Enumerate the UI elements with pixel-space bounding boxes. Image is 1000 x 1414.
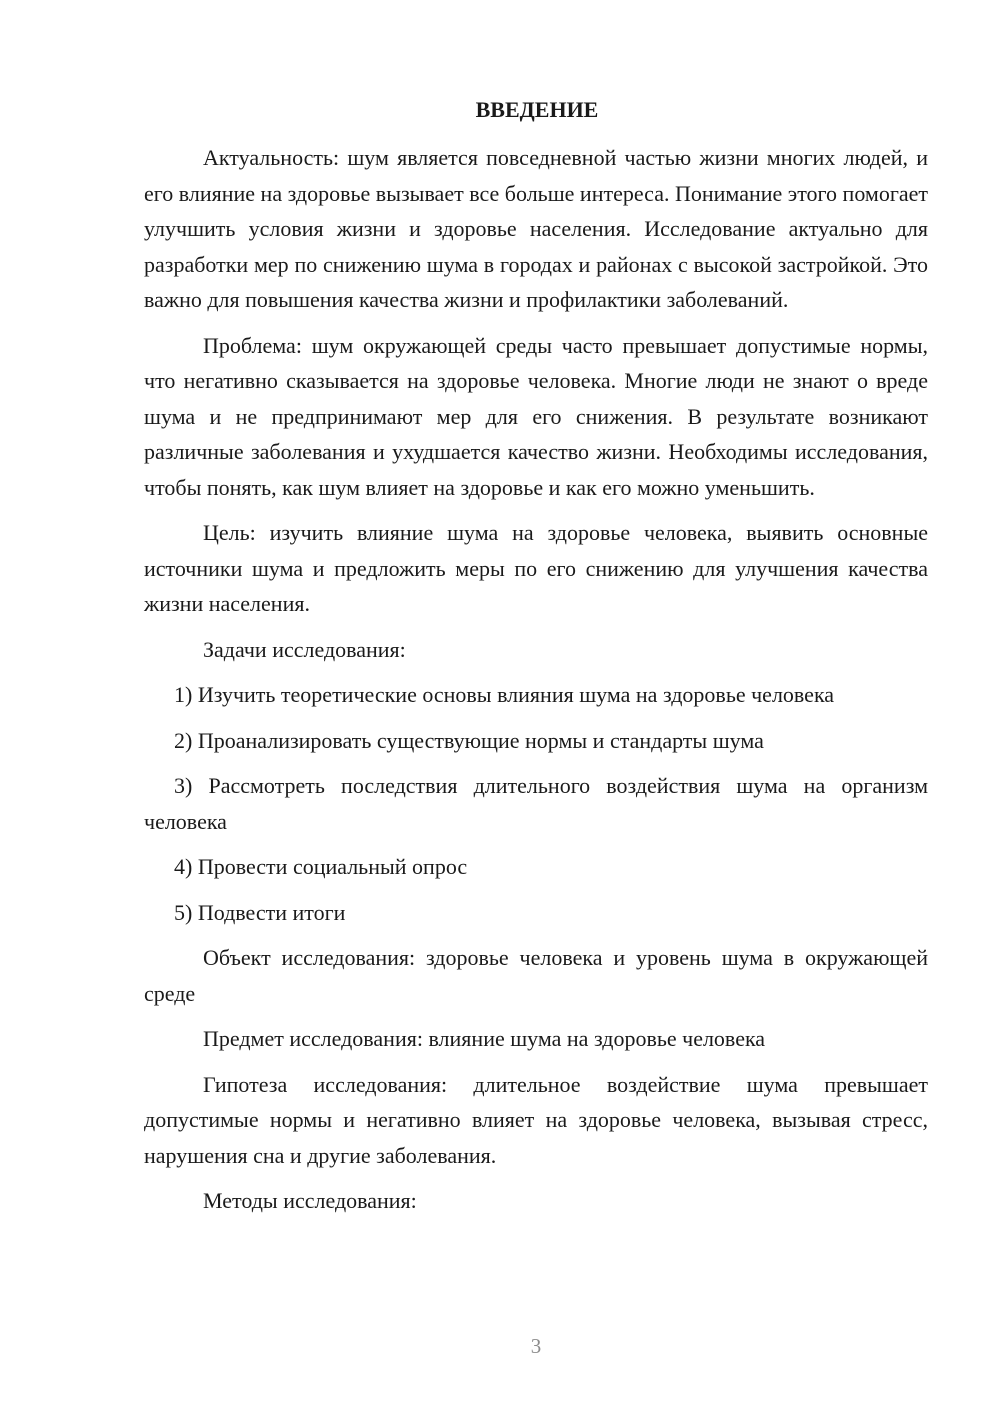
paragraph-methods: Методы исследования: xyxy=(203,1188,417,1213)
page-number: 3 xyxy=(530,1334,542,1358)
task-item-5: 5) Подвести итоги xyxy=(174,899,346,925)
task-item-1: 1) Изучить теоретические основы влияния шума на здоровье человека xyxy=(174,682,835,707)
paragraph-object: Объект исследования: здоровье человека и уровень шума в окружающей среде xyxy=(144,945,928,1006)
paragraph-goal: Цель: изучить влияние шума на здоровье человека, выявить основные источники шума и предложить меры по его снижению для улучшения качества жизни населения. xyxy=(144,520,928,616)
task-item-4: 4) Провести социальный опрос xyxy=(174,854,468,879)
paragraph-relevance: Актуальность: шум является повседневной частью жизни многих людей, и его влияние на здоровье вызывает все больше интереса. Понимание этого помогает улучшить условия жизни и здоровье населения. Исследование актуально для разработки мер по снижению шума в городах и районах с высокой застройкой. Это важно для повышения качества жизни и профилактики заболеваний. xyxy=(144,145,928,312)
page-content xyxy=(144,92,928,1219)
paragraph-tasks-heading: Задачи исследования: xyxy=(203,636,406,662)
task-item-2: 2) Проанализировать существующие нормы и стандарты шума xyxy=(174,727,764,753)
paragraph-hypothesis: Гипотеза исследования: длительное воздействие шума превышает допустимые нормы и негативно влияет на здоровье человека, вызывая стресс, нарушения сна и другие заболевания. xyxy=(144,1071,928,1168)
paragraph-problem: Проблема: шум окружающей среды часто превышает допустимые нормы, что негативно сказывается на здоровье человека. Многие люди не знают о вреде шума и не предпринимают мер для его снижения. В результате возникают различные заболевания и ухудшается качество жизни. Необходимы исследования, чтобы понять, как шум влияет на здоровье и как его можно уменьшить. xyxy=(144,332,928,500)
paragraph-subject: Предмет исследования: влияние шума на здоровье человека xyxy=(203,1026,766,1051)
page-title: ВВЕДЕНИЕ xyxy=(475,97,599,122)
task-item-3: 3) Рассмотреть последствия длительного воздействия шума на организм человека xyxy=(144,773,928,834)
